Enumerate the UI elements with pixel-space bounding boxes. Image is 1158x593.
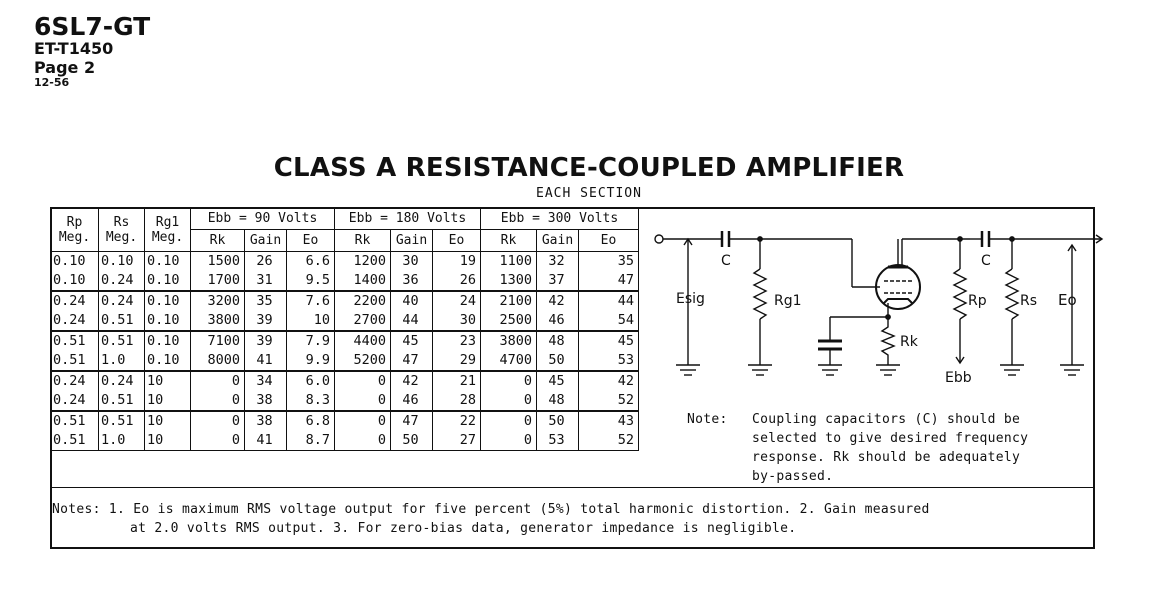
table-cell (191, 411, 245, 451)
subheader-eo: Eo (579, 230, 639, 252)
cell-value: 47 (617, 272, 634, 288)
cell-value: 41 (256, 432, 273, 448)
cell-value: 42 (548, 293, 565, 309)
table-cell (145, 252, 191, 292)
cell-value: 0.10 (53, 253, 86, 269)
cell-value: 0.51 (53, 352, 86, 368)
svg-text:Eo: Eo (1058, 291, 1077, 309)
cell-value: 0 (523, 373, 532, 389)
cell-value: 0 (377, 392, 386, 408)
table-cell (287, 252, 335, 292)
svg-text:Rs: Rs (1020, 293, 1038, 309)
cell-value: 45 (548, 373, 565, 389)
cell-value: 0.24 (53, 373, 86, 389)
table-cell (433, 252, 481, 292)
circuit-note-label: Note: (687, 412, 728, 427)
subheader-gain: Gain (391, 230, 433, 252)
table-cell (579, 331, 639, 371)
cell-value: 35 (256, 293, 273, 309)
table-cell (481, 252, 537, 292)
table-cell (579, 411, 639, 451)
cell-value: 42 (402, 373, 419, 389)
cell-value: 24 (459, 293, 476, 309)
cell-value: 0.10 (147, 312, 180, 328)
svg-text:C: C (721, 253, 731, 269)
cell-value: 3200 (207, 293, 240, 309)
document-header (34, 14, 150, 88)
cell-value: 30 (402, 253, 419, 269)
table-cell (537, 252, 579, 292)
cell-value: 2700 (353, 312, 386, 328)
input-terminal-icon (655, 235, 663, 243)
cell-value: 9.5 (305, 272, 330, 288)
cell-value: 28 (459, 392, 476, 408)
table-cell (99, 371, 145, 411)
table-cell (287, 291, 335, 331)
header-ebb-300: Ebb = 300 Volts (481, 208, 639, 230)
notes-divider (50, 487, 1095, 488)
cell-value: 0 (523, 432, 532, 448)
subheader-gain: Gain (537, 230, 579, 252)
cell-value: 53 (617, 352, 634, 368)
cell-value: 7100 (207, 333, 240, 349)
cell-value: 8000 (207, 352, 240, 368)
table-cell (537, 411, 579, 451)
cell-value: 46 (402, 392, 419, 408)
cell-value: 0.10 (147, 253, 180, 269)
table-cell (51, 291, 99, 331)
subheader-gain: Gain (245, 230, 287, 252)
amplifier-data-table (50, 207, 639, 451)
table-cell (245, 331, 287, 371)
cell-value: 0 (377, 432, 386, 448)
cell-value: 0 (377, 413, 386, 429)
table-cell (481, 291, 537, 331)
page-title: CLASS A RESISTANCE-COUPLED AMPLIFIER (273, 153, 905, 183)
table-cell (433, 371, 481, 411)
cell-value: 3800 (499, 333, 532, 349)
cell-value: 52 (617, 432, 634, 448)
cell-value: 0.10 (147, 333, 180, 349)
header-ebb-90: Ebb = 90 Volts (191, 208, 335, 230)
cell-value: 1400 (353, 272, 386, 288)
cell-value: 26 (459, 272, 476, 288)
table-cell (191, 371, 245, 411)
cell-value: 8.7 (305, 432, 330, 448)
cell-value: 43 (617, 413, 634, 429)
svg-text:Rk: Rk (900, 334, 918, 350)
page-subtitle: EACH SECTION (536, 186, 642, 201)
cell-value: 0.51 (101, 333, 134, 349)
cell-value: 1200 (353, 253, 386, 269)
table-cell (391, 331, 433, 371)
document-date: 12-56 (34, 76, 70, 89)
cell-value: 34 (256, 373, 273, 389)
table-cell (537, 371, 579, 411)
cell-value: 5200 (353, 352, 386, 368)
cell-value: 39 (256, 312, 273, 328)
cell-value: 4700 (499, 352, 532, 368)
table-cell (245, 371, 287, 411)
cell-value: 0.51 (53, 432, 86, 448)
cell-value: 6.0 (305, 373, 330, 389)
table-cell (99, 411, 145, 451)
cell-value: 47 (402, 352, 419, 368)
cell-value: 42 (617, 373, 634, 389)
svg-text:Ebb: Ebb (945, 370, 972, 386)
table-cell (245, 291, 287, 331)
cell-value: 22 (459, 413, 476, 429)
table-cell (391, 252, 433, 292)
cell-value: 38 (256, 392, 273, 408)
header-rp: Rp Meg. (51, 208, 99, 252)
table-cell (287, 331, 335, 371)
tube-model: 6SL7-GT (34, 12, 151, 41)
cell-value: 0.24 (53, 392, 86, 408)
amplifier-circuit-diagram (640, 225, 1110, 395)
cell-value: 0 (377, 373, 386, 389)
table-cell (145, 291, 191, 331)
table-cell (579, 371, 639, 411)
cell-value: 1700 (207, 272, 240, 288)
cell-value: 0.51 (101, 392, 134, 408)
cell-value: 0.24 (53, 312, 86, 328)
resistor-rs-icon (1006, 269, 1018, 319)
svg-text:Rg1: Rg1 (774, 293, 802, 309)
table-cell (245, 411, 287, 451)
cell-value: 36 (402, 272, 419, 288)
cell-value: 6.6 (305, 253, 330, 269)
cell-value: 0.10 (101, 253, 134, 269)
cell-value: 10 (147, 413, 164, 429)
cell-value: 52 (617, 392, 634, 408)
header-ebb-180: Ebb = 180 Volts (335, 208, 481, 230)
table-cell (287, 371, 335, 411)
cell-value: 48 (548, 333, 565, 349)
cell-value: 2100 (499, 293, 532, 309)
table-row (51, 371, 639, 411)
cell-value: 1500 (207, 253, 240, 269)
cell-value: 37 (548, 272, 565, 288)
cell-value: 4400 (353, 333, 386, 349)
cell-value: 26 (256, 253, 273, 269)
cell-value: 0 (231, 432, 240, 448)
table-cell (391, 371, 433, 411)
cell-value: 0 (231, 373, 240, 389)
table-cell (51, 331, 99, 371)
cell-value: 0.24 (101, 272, 134, 288)
table-cell (145, 411, 191, 451)
cell-value: 27 (459, 432, 476, 448)
cell-value: 6.8 (305, 413, 330, 429)
cell-value: 10 (147, 392, 164, 408)
table-cell (481, 331, 537, 371)
cell-value: 50 (548, 352, 565, 368)
cell-value: 0 (523, 392, 532, 408)
table-row (51, 411, 639, 451)
cell-value: 7.6 (305, 293, 330, 309)
cell-value: 0 (523, 413, 532, 429)
table-cell (537, 331, 579, 371)
footnote-line-1: Notes: 1. Eo is maximum RMS voltage output for five percent (5%) total harmonic distortion. 2. Gain measured (52, 502, 930, 517)
table-cell (99, 331, 145, 371)
table-cell (481, 371, 537, 411)
table-body (51, 252, 639, 451)
cell-value: 45 (617, 333, 634, 349)
cell-value: 35 (617, 253, 634, 269)
table-cell (335, 252, 391, 292)
cell-value: 46 (548, 312, 565, 328)
cell-value: 29 (459, 352, 476, 368)
cell-value: 0 (231, 392, 240, 408)
header-rs: Rs Meg. (99, 208, 145, 252)
table-cell (51, 411, 99, 451)
cell-value: 23 (459, 333, 476, 349)
cell-value: 50 (548, 413, 565, 429)
cell-value: 1.0 (101, 432, 126, 448)
table-cell (433, 331, 481, 371)
table-cell (99, 252, 145, 292)
cell-value: 0.51 (53, 413, 86, 429)
subheader-rk: Rk (191, 230, 245, 252)
cell-value: 0.10 (147, 352, 180, 368)
table-cell (391, 291, 433, 331)
cell-value: 54 (617, 312, 634, 328)
table-cell (287, 411, 335, 451)
cell-value: 0.51 (53, 333, 86, 349)
cell-value: 38 (256, 413, 273, 429)
cell-value: 21 (459, 373, 476, 389)
table-cell (433, 411, 481, 451)
cell-value: 8.3 (305, 392, 330, 408)
cell-value: 2500 (499, 312, 532, 328)
cell-value: 10 (313, 312, 330, 328)
cell-value: 44 (617, 293, 634, 309)
cell-value: 0.10 (147, 293, 180, 309)
footnote-line-2: at 2.0 volts RMS output. 3. For zero-bias data, generator impedance is negligible. (130, 521, 797, 536)
cell-value: 10 (147, 432, 164, 448)
cell-value: 0.51 (101, 413, 134, 429)
resistor-rp-icon (954, 269, 966, 319)
table-cell (335, 411, 391, 451)
cell-value: 30 (459, 312, 476, 328)
table-cell (335, 331, 391, 371)
cell-value: 47 (402, 413, 419, 429)
table-cell (191, 331, 245, 371)
cell-value: 48 (548, 392, 565, 408)
cell-value: 0.51 (101, 312, 134, 328)
cell-value: 53 (548, 432, 565, 448)
table-cell (335, 291, 391, 331)
cell-value: 50 (402, 432, 419, 448)
page-number: Page 2 (34, 58, 96, 77)
cell-value: 45 (402, 333, 419, 349)
resistor-rk-icon (882, 317, 894, 365)
table-cell (245, 252, 287, 292)
table-cell (579, 291, 639, 331)
table-row (51, 331, 639, 371)
table-cell (391, 411, 433, 451)
subheader-eo: Eo (287, 230, 335, 252)
cell-value: 39 (256, 333, 273, 349)
cell-value: 40 (402, 293, 419, 309)
cell-value: 0 (231, 413, 240, 429)
cell-value: 0.10 (53, 272, 86, 288)
table-cell (481, 411, 537, 451)
table-cell (145, 331, 191, 371)
cell-value: 7.9 (305, 333, 330, 349)
vacuum-tube-icon (876, 265, 920, 309)
circuit-note-text: Coupling capacitors (C) should be selected to give desired frequency response. Rk should be adequately by-passed. (752, 412, 1029, 484)
document-code: ET-T1450 (34, 39, 114, 58)
cell-value: 44 (402, 312, 419, 328)
cell-value: 2200 (353, 293, 386, 309)
svg-text:Rp: Rp (968, 293, 987, 309)
cell-value: 32 (548, 253, 565, 269)
table-cell (51, 252, 99, 292)
cell-value: 1300 (499, 272, 532, 288)
table-cell (191, 252, 245, 292)
cell-value: 19 (459, 253, 476, 269)
table-cell (99, 291, 145, 331)
cell-value: 10 (147, 373, 164, 389)
table-cell (537, 291, 579, 331)
cell-value: 41 (256, 352, 273, 368)
subheader-eo: Eo (433, 230, 481, 252)
resistor-rg1-icon (754, 269, 766, 319)
table-cell (191, 291, 245, 331)
table-cell (433, 291, 481, 331)
cell-value: 9.9 (305, 352, 330, 368)
cell-value: 31 (256, 272, 273, 288)
cell-value: 1.0 (101, 352, 126, 368)
header-rg1: Rg1 Meg. (145, 208, 191, 252)
table-cell (579, 252, 639, 292)
cell-value: 3800 (207, 312, 240, 328)
svg-text:C: C (981, 253, 991, 269)
cell-value: 0.24 (53, 293, 86, 309)
table-cell (145, 371, 191, 411)
svg-text:Esig: Esig (676, 291, 705, 307)
table-row (51, 252, 639, 292)
cell-value: 0.24 (101, 373, 134, 389)
cell-value: 0.24 (101, 293, 134, 309)
cell-value: 1100 (499, 253, 532, 269)
cell-value: 0.10 (147, 272, 180, 288)
table-cell (335, 371, 391, 411)
table-row (51, 291, 639, 331)
table-cell (51, 371, 99, 411)
subheader-rk: Rk (481, 230, 537, 252)
subheader-rk: Rk (335, 230, 391, 252)
